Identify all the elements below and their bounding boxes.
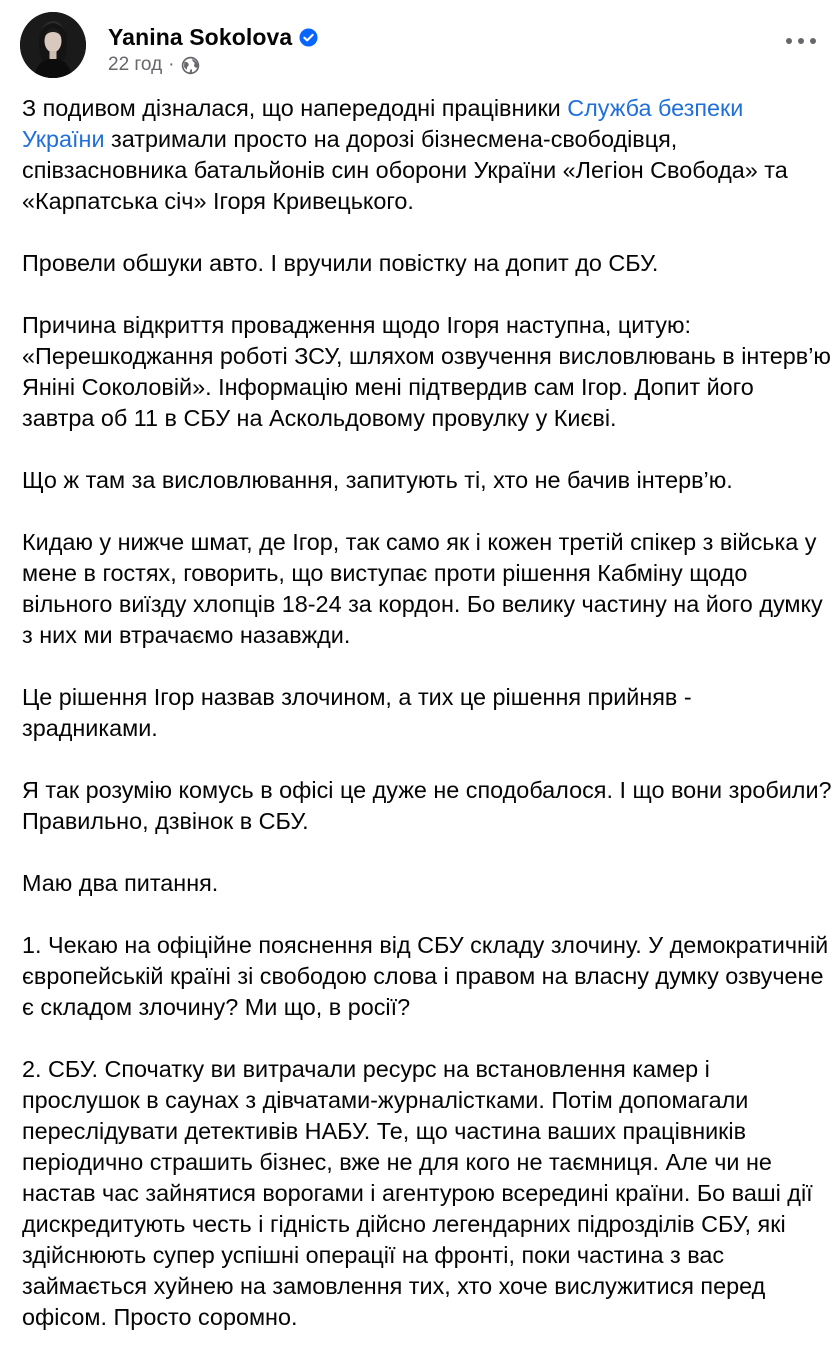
- post-paragraph: Це рішення Ігор назвав злочином, а тих це рішення прийняв - зрадниками.: [22, 684, 692, 741]
- post-body: [22, 93, 832, 1364]
- post-paragraph: 1. Чекаю на офіційне пояснення від СБУ складу злочину. У демократичній європейській країні зі свободою слова і правом на власну думку озвучене є складом злочину? Ми що, в росії?: [22, 932, 829, 1020]
- post-timestamp[interactable]: 22 год: [108, 54, 163, 75]
- paragraph-text: затримали просто на дорозі бізнесмена-свободівця, співзасновника батальйонів син оборони України «Легіон Свобода» та «Карпатська січ» Ігоря Кривецького.: [22, 126, 788, 214]
- meta-separator: ·: [168, 54, 175, 75]
- post-paragraph: Що ж там за висловлювання, запитують ті, хто не бачив інтерв’ю.: [22, 467, 733, 493]
- more-horizontal-icon: [786, 38, 792, 44]
- post-header: [20, 12, 819, 78]
- avatar[interactable]: [20, 12, 86, 78]
- post-paragraph: Я так розумію комусь в офісі це дуже не сподобалося. І що вони зробили? Правильно, дзвінок в СБУ.: [22, 777, 832, 834]
- author-row: [108, 22, 318, 52]
- author-name[interactable]: Yanina Sokolova: [108, 23, 293, 50]
- post-paragraph: [22, 93, 832, 217]
- more-options-button[interactable]: [783, 26, 819, 56]
- post-paragraph: Маю два питання.: [22, 870, 219, 896]
- post-paragraph: Причина відкриття провадження щодо Ігоря наступна, цитую: «Перешкоджання роботі ЗСУ, шляхом озвучення висловлювань в інтерв’ю Яніні Соколовій». Інформацію мені підтвердив сам Ігор. Допит його завтра об 11 в СБУ на Аскольдовому провулку у Києві.: [22, 312, 831, 431]
- sbu-page-link[interactable]: Служба безпеки України: [22, 95, 744, 152]
- avatar-photo: [20, 12, 86, 78]
- post-paragraph: Кидаю у нижче шмат, де Ігор, так само як і кожен третій спікер з війська у мене в гостях, говорить, що виступає проти рішення Кабміну щодо вільного виїзду хлопців 18-24 за кордон. Бо велику частину на його думку з них ми втрачаємо назавжди.: [22, 529, 823, 648]
- author-block: [108, 22, 318, 77]
- verified-badge-icon: [299, 28, 318, 47]
- globe-icon[interactable]: [181, 56, 200, 75]
- more-horizontal-icon: [810, 38, 816, 44]
- post-meta: [108, 53, 318, 77]
- paragraph-text: З подивом дізналася, що напередодні працівники: [22, 95, 568, 121]
- post-paragraph: 2. СБУ. Спочатку ви витрачали ресурс на встановлення камер і прослушок в саунах з дівчатами-журналістками. Потім допомагали переслідувати детективів НАБУ. Те, що частина ваших працівників періодично страшить бізнес, вже не для кого не таємниця. Але чи не настав час зайнятися ворогами і агентурою всередині країни. Бо ваші дії дискредитують честь і гідність дійсно легендарних підрозділів СБУ, які здійснюють супер успішні операції на фронті, поки частина з вас займається хуйнею на замовлення тих, хто хоче вислужитися перед офісом. Просто соромно.: [22, 1056, 813, 1330]
- post-paragraph: Провели обшуки авто. І вручили повістку на допит до СБУ.: [22, 250, 659, 276]
- more-horizontal-icon: [798, 38, 804, 44]
